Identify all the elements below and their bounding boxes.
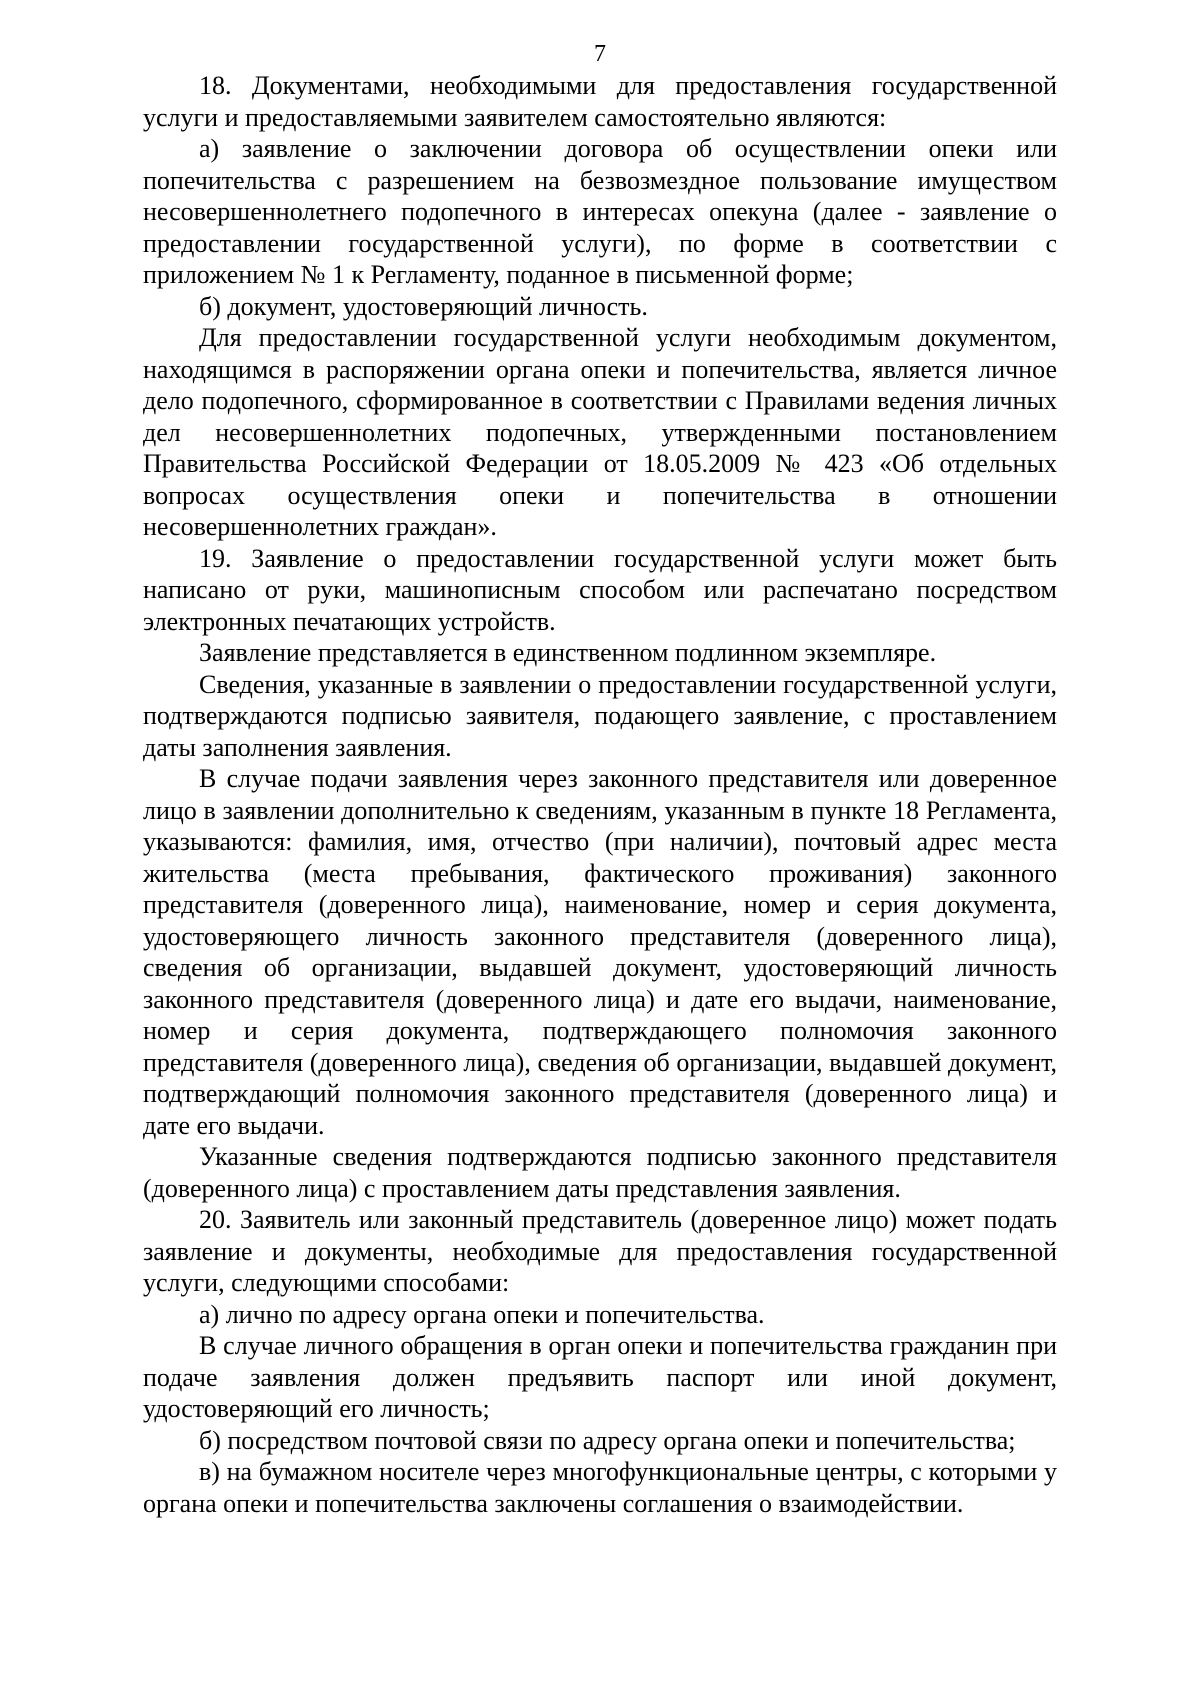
- paragraph-20-item-c: в) на бумажном носителе через многофункциональные центры, с которыми у органа опеки и попечительства заключены соглашения о взаимодействии.: [143, 1457, 1057, 1518]
- page-number: 7: [594, 41, 606, 67]
- paragraph-20-item-b: б) посредством почтовой связи по адресу органа опеки и попечительства;: [199, 1425, 1016, 1455]
- paragraph-personal-visit: В случае личного обращения в орган опеки и попечительства гражданин при подаче заявления должен предъявить паспорт или иной документ, удостоверяющий его личность;: [143, 1331, 1057, 1423]
- paragraph-single-copy: Заявление представляется в единственном подлинном экземпляре.: [199, 638, 937, 667]
- paragraph-signature: Сведения, указанные в заявлении о предоставлении государственной услуги, подтверждаются подписью заявителя, подающего заявление, с проставлением даты заполнения заявления.: [143, 669, 1057, 762]
- paragraph-18-documents: 18. Документами, необходимыми для предоставления государственной услуги и предоставляемыми заявителем самостоятельно являются:: [143, 71, 1057, 132]
- paragraph-20-item-a: а) лично по адресу органа опеки и попечительства.: [199, 1299, 765, 1329]
- paragraph-19-application: 19. Заявление о предоставлении государственной услуги может быть написано от руки, машинописным способом или распечатано посредством электронных печатающих устройств.: [143, 543, 1057, 636]
- paragraph-representative: В случае подачи заявления через законного представителя или доверенное лицо в заявлении дополнительно к сведениям, указанным в пункте 18 Регламента, указываются: фамилия, имя, отчество (при наличии), почтовый адрес места жительства (места пребывания, фактического проживания) законного представителя (доверенного лица), наименование, номер и серия документа, удостоверяющего личность законного представителя (доверенного лица), сведения об организации, выдавшей документ, удостоверяющий личность законного представителя (доверенного лица) и дате его выдачи, наименование, номер и серия документа, подтверждающего полномочия законного представителя (доверенного лица), сведения об организации, выдавшей документ, подтверждающий полномочия законного представителя (доверенного лица) и дате его выдачи.: [143, 764, 1057, 1140]
- paragraph-representative-signature: Указанные сведения подтверждаются подписью законного представителя (доверенного лица) с проставлением даты представления заявления.: [143, 1142, 1057, 1203]
- paragraph-18-item-b: б) документ, удостоверяющий личность.: [199, 291, 648, 321]
- paragraph-personal-file: Для предоставлении государственной услуги необходимым документом, находящимся в распоряжении органа опеки и попечительства, является личное дело подопечного, сформированное в соответствии с Правилами ведения личных дел несовершеннолетних подопечных, утвержденными постановлением Правительства Российской Федерации от 18.05.2009 № 423 «Об отдельных вопросах осуществления опеки и попечительства в отношении несовершеннолетних граждан».: [143, 323, 1057, 541]
- paragraph-20-submission: 20. Заявитель или законный представитель (доверенное лицо) может подать заявление и документы, необходимые для предоставления государственной услуги, следующими способами:: [143, 1205, 1057, 1297]
- document-body: [143, 70, 1057, 1519]
- paragraph-18-item-a: а) заявление о заключении договора об осуществлении опеки или попечительства с разрешением на безвозмездное пользование имуществом несовершеннолетнего подопечного в интересах опекуна (далее - заявление о предоставлении государственной услуги), по форме в соответствии с приложением № 1 к Регламенту, поданное в письменной форме;: [143, 134, 1057, 289]
